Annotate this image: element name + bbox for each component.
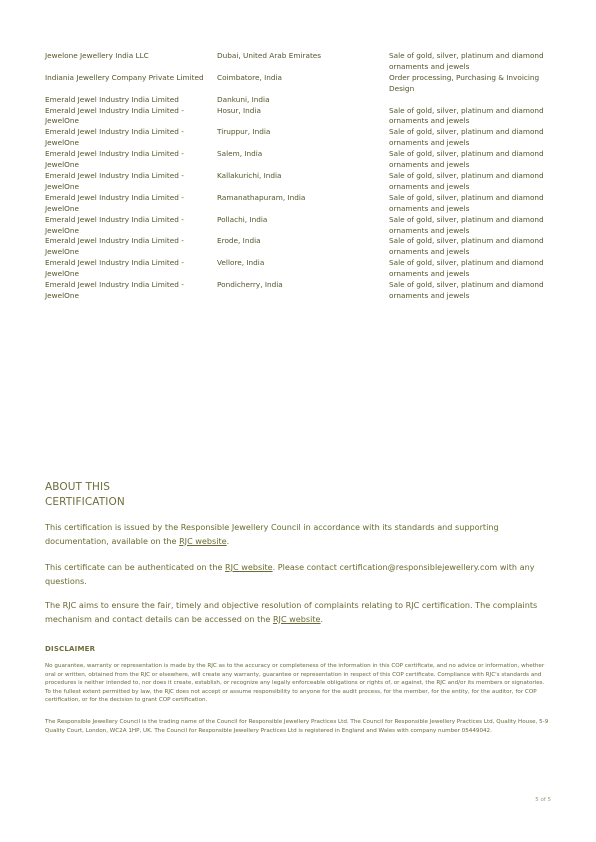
entity-row — [45, 95, 555, 106]
entity-activity: Sale of gold, silver, platinum and diamond ornaments and jewels — [389, 105, 544, 126]
entity-row — [45, 280, 555, 302]
rjc-website-link-2[interactable]: RJC website — [225, 562, 273, 572]
about-paragraph-3-text: The RJC aims to ensure the fair, timely and objective resolution of complaints relating to RJC certification. The complaints mechanism and contact details can be accessed on the — [45, 600, 538, 624]
entity-location: Pondicherry, India — [217, 280, 283, 290]
entity-name: Emerald Jewel Industry India Limited - JewelOne — [45, 127, 184, 148]
entity-location: Ramanathapuram, India — [217, 192, 306, 202]
entity-table — [45, 51, 555, 302]
entity-location: Pollachi, India — [217, 214, 268, 224]
about-paragraph-3-end: . — [320, 613, 324, 624]
entity-activity: Sale of gold, silver, platinum and diamond ornaments and jewels — [389, 192, 544, 213]
entity-location: Erode, India — [217, 236, 261, 246]
entity-name: Indiania Jewellery Company Private Limited — [45, 72, 204, 82]
entity-location: Dankuni, India — [217, 94, 270, 104]
entity-activity: Sale of gold, silver, platinum and diamond ornaments and jewels — [389, 214, 544, 235]
entity-location: Hosur, India — [217, 105, 261, 115]
entity-row — [45, 258, 555, 280]
entity-name: Emerald Jewel Industry India Limited — [45, 94, 179, 104]
about-title-line2: CERTIFICATION — [45, 496, 125, 508]
entity-activity: Order processing, Purchasing & Invoicing Design — [389, 72, 540, 93]
entity-row — [45, 215, 555, 237]
about-paragraph-2-end: . Please contact certification@responsiblejewellery.com with any questions. — [45, 562, 535, 586]
entity-name: Emerald Jewel Industry India Limited - JewelOne — [45, 192, 184, 213]
about-paragraph-1-end: . — [226, 535, 230, 546]
about-paragraph-2 — [45, 561, 550, 588]
entity-location: Salem, India — [217, 149, 263, 159]
entity-activity: Sale of gold, silver, platinum and diamond ornaments and jewels — [389, 236, 544, 257]
entity-name: Emerald Jewel Industry India Limited - JewelOne — [45, 258, 184, 279]
entity-activity: Sale of gold, silver, platinum and diamond ornaments and jewels — [389, 149, 544, 170]
entity-name: Emerald Jewel Industry India Limited - JewelOne — [45, 105, 184, 126]
about-title-line1: ABOUT THIS — [45, 481, 110, 493]
entity-row — [45, 193, 555, 215]
about-paragraph-2-text: This certificate can be authenticated on the — [45, 562, 226, 572]
about-paragraph-1 — [45, 521, 550, 548]
rjc-website-link-1[interactable]: RJC website — [179, 535, 227, 546]
entity-activity: Sale of gold, silver, platinum and diamond ornaments and jewels — [389, 51, 544, 71]
entity-row — [45, 149, 555, 171]
entity-name: Emerald Jewel Industry India Limited - JewelOne — [45, 149, 184, 170]
rjc-website-link-3[interactable]: RJC website — [272, 613, 321, 624]
page-number: 5 of 5 — [535, 797, 551, 803]
entity-row — [45, 51, 555, 73]
entity-activity — [389, 95, 555, 106]
entity-name: Jewelone Jewellery India LLC — [45, 51, 149, 60]
entity-location: Dubai, United Arab Emirates — [217, 51, 322, 60]
about-certification-title — [45, 480, 245, 510]
disclaimer-heading: DISCLAIMER — [45, 645, 96, 653]
entity-row — [45, 106, 555, 128]
entity-location: Vellore, India — [217, 258, 265, 268]
entity-activity: Sale of gold, silver, platinum and diamond ornaments and jewels — [389, 127, 544, 148]
entity-activity: Sale of gold, silver, platinum and diamond ornaments and jewels — [389, 280, 544, 300]
entity-location: Kallakurichi, India — [217, 170, 282, 180]
entity-location: Tiruppur, India — [217, 127, 271, 137]
entity-row — [45, 127, 555, 149]
entity-name: Emerald Jewel Industry India Limited - JewelOne — [45, 214, 184, 235]
entity-row — [45, 171, 555, 193]
council-registration-note: The Responsible Jewellery Council is the trading name of the Council for Responsible Jewellery Practices Ltd. The Council for Responsible Jewellery Practices Ltd, Quality House, 5-9 Quality Court, London, WC2A 1HP, UK. The Council for Responsible Jewellery Practices Ltd is registered in England and Wales with company number 05449042. — [45, 719, 549, 734]
about-paragraph-1-text: This certification is issued by the Responsible Jewellery Council in accordance with its standards and supporting documentation, available on the — [45, 522, 499, 546]
entity-name: Emerald Jewel Industry India Limited - JewelOne — [45, 236, 184, 257]
about-paragraph-3 — [45, 599, 550, 626]
entity-activity: Sale of gold, silver, platinum and diamond ornaments and jewels — [389, 258, 544, 279]
entity-row — [45, 73, 555, 95]
entity-name: Emerald Jewel Industry India Limited - JewelOne — [45, 170, 184, 191]
entity-name: Emerald Jewel Industry India Limited - JewelOne — [45, 280, 184, 300]
entity-activity: Sale of gold, silver, platinum and diamond ornaments and jewels — [389, 170, 544, 191]
disclaimer-body: No guarantee, warranty or representation is made by the RJC as to the accuracy or completeness of the information in this COP certificate, and no advice or information, whether oral or written, obtained from the RJC or elsewhere, will create any warranty, guarantee or representation in respect of this COP certificate. Compliance with RJC's standards and procedures is neither intended to, nor does it create, establish, or recognize any legally enforceable obligations or rights of, or against, the RJC and/or its members or signatories. To the fullest extent permitted by law, the RJC does not accept or assume responsibility to anyone for the audit process, for the member, for the entity, for the auditor, for COP certification, or for the decision to grant COP certification. — [45, 663, 545, 704]
entity-row — [45, 236, 555, 258]
entity-location: Coimbatore, India — [217, 72, 282, 82]
